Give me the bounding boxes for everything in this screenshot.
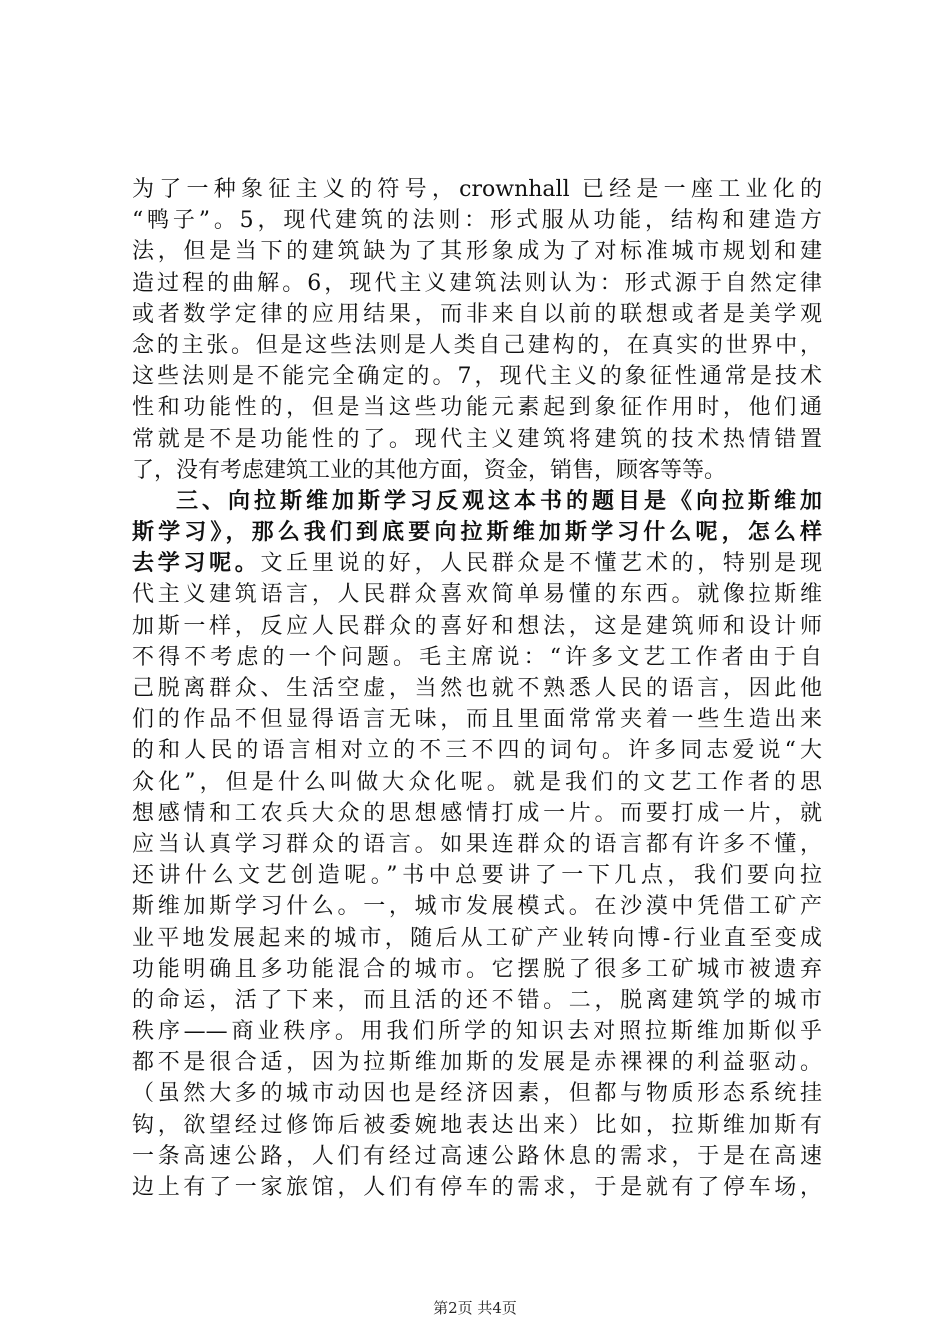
text-line: 的和人民的语言相对立的不三不四的词句。许多同志爱说“大 <box>132 738 822 764</box>
text-line: “鸭子”。5，现代建筑的法则：形式服从功能，结构和建造方 <box>132 208 822 234</box>
text-run: 文丘里说的好，人民群众是不懂艺术的，特别是现 <box>260 551 822 577</box>
text-line: 常就是不是功能性的了。现代主义建筑将建筑的技术热情错置 <box>132 426 822 452</box>
mixed-text-line <box>132 548 822 579</box>
text-line: 秩序——商业秩序。用我们所学的知识去对照拉斯维加斯似乎 <box>132 1019 822 1045</box>
text-line: 性和功能性的，但是当这些功能元素起到象征作用时，他们通 <box>132 395 822 421</box>
text-line: 一条高速公路，人们有经过高速公路休息的需求，于是在高速 <box>132 1143 822 1169</box>
text-line: 斯维加斯学习什么。一，城市发展模式。在沙漠中凭借工矿产 <box>132 894 822 920</box>
text-line: 法，但是当下的建筑缺为了其形象成为了对标准城市规划和建 <box>132 239 822 265</box>
text-line: （虽然大多的城市动因也是经济因素，但都与物质形态系统挂 <box>132 1081 822 1107</box>
text-line: 加斯一样，反应人民群众的喜好和想法，这是建筑师和设计师 <box>132 613 822 639</box>
text-line: 们的作品不但显得语言无味，而且里面常常夹着一些生造出来 <box>132 707 822 733</box>
section-heading-tail: 去学习呢。 <box>132 550 261 577</box>
text-line: 了，没有考虑建筑工业的其他方面，资金，销售，顾客等等。 <box>132 457 727 483</box>
section-heading-line: 三、向拉斯维加斯学习反观这本书的题目是《向拉斯维加 <box>176 487 822 514</box>
text-line: 都不是很合适，因为拉斯维加斯的发展是赤裸裸的利益驱动。 <box>132 1050 822 1076</box>
text-line: 代主义建筑语言，人民群众喜欢简单易懂的东西。就像拉斯维 <box>132 582 822 608</box>
text-line: 造过程的曲解。6，现代主义建筑法则认为：形式源于自然定律 <box>132 270 822 296</box>
text-line: 念的主张。但是这些法则是人类自己建构的，在真实的世界中， <box>132 332 822 358</box>
text-line: 的命运，活了下来，而且活的还不错。二，脱离建筑学的城市 <box>132 987 822 1013</box>
page-number-footer: 第2页 共4页 <box>433 1299 517 1317</box>
text-line: 己脱离群众、生活空虚，当然也就不熟悉人民的语言，因此他 <box>132 676 822 701</box>
text-line: 应当认真学习群众的语言。如果连群众的语言都有许多不懂， <box>132 831 822 857</box>
text-line: 想感情和工农兵大众的思想感情打成一片。而要打成一片，就 <box>132 800 822 826</box>
text-line: 功能明确且多功能混合的城市。它摆脱了很多工矿城市被遗弃 <box>132 956 822 982</box>
paragraph-1 <box>132 174 822 486</box>
section-heading-line: 斯学习》，那么我们到底要向拉斯维加斯学习什么呢，怎么样 <box>132 519 822 546</box>
text-line: 业平地发展起来的城市，随后从工矿产业转向博-行业直至变成 <box>132 925 822 951</box>
text-line: 边上有了一家旅馆，人们有停车的需求，于是就有了停车场， <box>132 1175 822 1200</box>
text-line: 不得不考虑的一个问题。毛主席说：“许多文艺工作者由于自 <box>132 644 822 670</box>
text-line: 或者数学定律的应用结果，而非来自以前的联想或者是美学观 <box>132 301 822 327</box>
text-line: 钩，欲望经过修饰后被委婉地表达出来）比如，拉斯维加斯有 <box>132 1112 822 1138</box>
text-line: 还讲什么文艺创造呢。”书中总要讲了一下几点，我们要向拉 <box>132 863 822 889</box>
text-line: 这些法则是不能完全确定的。7，现代主义的象征性通常是技术 <box>132 364 822 390</box>
document-body <box>132 174 822 1203</box>
text-line: 为了一种象征主义的符号，crownhall 已经是一座工业化的 <box>132 177 822 202</box>
text-line: 众化”，但是什么叫做大众化呢。就是我们的文艺工作者的思 <box>132 769 822 795</box>
paragraph-2 <box>132 486 822 1203</box>
